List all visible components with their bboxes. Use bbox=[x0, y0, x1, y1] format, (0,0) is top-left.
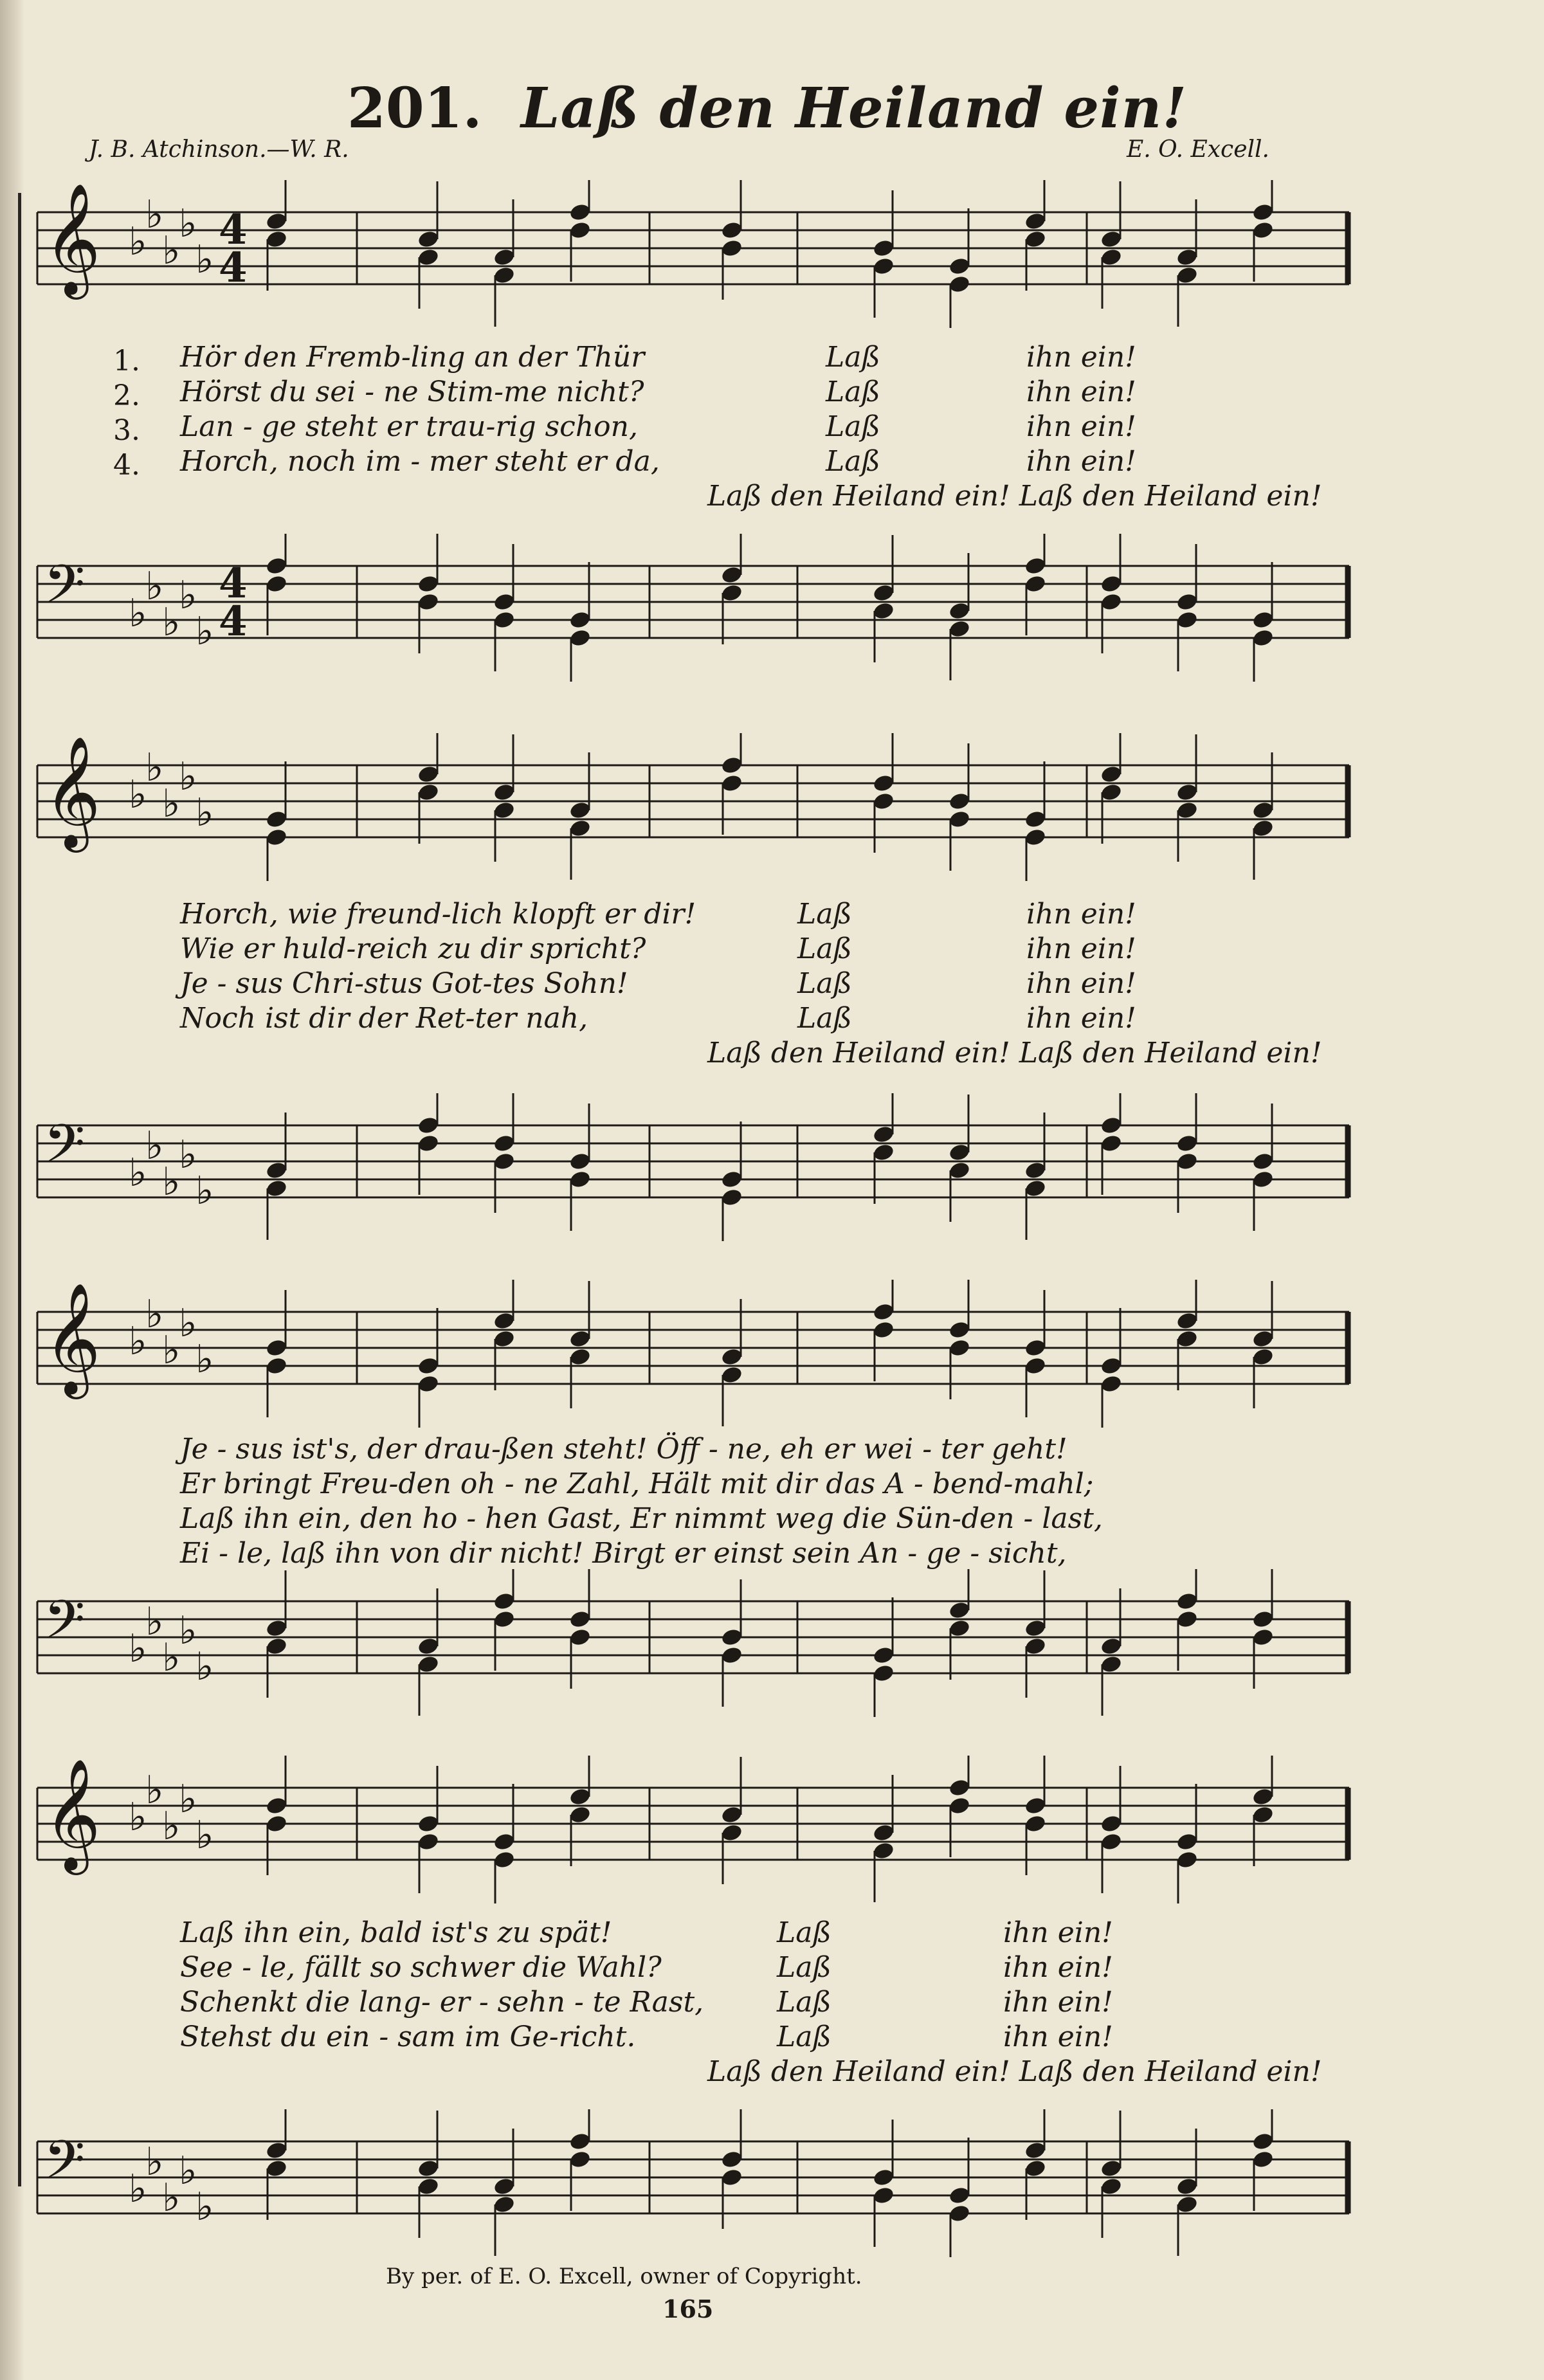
lyric-line: Je - sus Chri-stus Got-tes Sohn! bbox=[180, 967, 628, 1000]
lyric-line: Hör den Fremb-ling an der Thür bbox=[180, 341, 645, 374]
flat-icon: ♭ bbox=[195, 2185, 214, 2230]
flat-icon: ♭ bbox=[195, 609, 214, 654]
flat-icon: ♭ bbox=[195, 237, 214, 282]
flat-icon: ♭ bbox=[129, 591, 147, 636]
bass-clef-icon: 𝄢 bbox=[44, 2128, 86, 2204]
lyric-line: Wie er huld-reich zu dir spricht? bbox=[180, 932, 646, 965]
lyric-line: ihn ein! bbox=[1026, 410, 1136, 443]
flat-icon: ♭ bbox=[129, 1795, 147, 1840]
flat-icon: ♭ bbox=[145, 2139, 164, 2185]
lyric-line: Laß bbox=[797, 1002, 852, 1035]
bass-clef-icon: 𝄢 bbox=[44, 552, 86, 628]
flat-icon: ♭ bbox=[145, 1599, 164, 1644]
refrain-line: Laß den Heiland ein! Laß den Heiland ein! bbox=[707, 480, 1322, 513]
time-signature-top: 4 bbox=[219, 206, 248, 254]
flat-icon: ♭ bbox=[162, 781, 181, 826]
flat-icon: ♭ bbox=[195, 790, 214, 835]
time-signature-bottom: 4 bbox=[219, 243, 248, 292]
lyric-line: Laß ihn ein, bald ist's zu spät! bbox=[180, 1916, 612, 1949]
lyric-line: ihn ein! bbox=[1026, 341, 1136, 374]
treble-clef-icon: 𝄞 bbox=[44, 736, 101, 848]
bass-staff-4 bbox=[0, 2109, 1544, 2257]
time-signature-bottom: 4 bbox=[219, 597, 248, 646]
lyric-line: ihn ein! bbox=[1026, 898, 1136, 931]
flat-icon: ♭ bbox=[162, 1804, 181, 1849]
lyric-line: ihn ein! bbox=[1026, 376, 1136, 408]
flat-icon: ♭ bbox=[195, 1337, 214, 1382]
author-credit: J. B. Atchinson.—W. R. bbox=[89, 136, 349, 163]
treble-staff-4 bbox=[0, 1756, 1544, 1903]
flat-icon: ♭ bbox=[179, 1777, 197, 1822]
treble-clef-icon: 𝄞 bbox=[44, 1758, 101, 1871]
flat-icon: ♭ bbox=[129, 219, 147, 264]
flat-icon: ♭ bbox=[179, 1608, 197, 1653]
flat-icon: ♭ bbox=[129, 1150, 147, 1195]
flat-icon: ♭ bbox=[162, 600, 181, 645]
page-number: 165 bbox=[662, 2294, 714, 2323]
lyric-line: Noch ist dir der Ret-ter nah, bbox=[180, 1002, 588, 1035]
lyric-line: Stehst du ein - sam im Ge-richt. bbox=[180, 2021, 636, 2053]
composer-credit: E. O. Excell. bbox=[1127, 136, 1269, 163]
lyric-line: Je - sus ist's, der drau-ßen steht! Öff - ne, eh er wei - ter geht! bbox=[180, 1433, 1067, 1466]
flat-icon: ♭ bbox=[195, 1168, 214, 1213]
lyric-line: Laß bbox=[777, 2021, 831, 2053]
lyric-line: Laß bbox=[826, 445, 880, 478]
flat-icon: ♭ bbox=[145, 1123, 164, 1168]
treble-staff-1 bbox=[0, 180, 1544, 328]
hymn-title: Laß den Heiland ein! bbox=[521, 76, 1188, 141]
lyric-line: Ei - le, laß ihn von dir nicht! Birgt er einst sein An - ge - sicht, bbox=[180, 1537, 1067, 1570]
lyric-line: See - le, fällt so schwer die Wahl? bbox=[180, 1951, 662, 1984]
time-signature-top: 4 bbox=[219, 559, 248, 608]
flat-icon: ♭ bbox=[129, 1319, 147, 1364]
flat-icon: ♭ bbox=[179, 1301, 197, 1346]
refrain-line: Laß den Heiland ein! Laß den Heiland ein! bbox=[707, 2055, 1322, 2088]
bass-staff-3 bbox=[0, 1569, 1544, 1717]
bass-clef-icon: 𝄢 bbox=[44, 1588, 86, 1664]
lyric-line: ihn ein! bbox=[1003, 2021, 1113, 2053]
flat-icon: ♭ bbox=[179, 2148, 197, 2194]
lyric-line: Laß bbox=[797, 967, 852, 1000]
lyric-line: Horch, wie freund-lich klopft er dir! bbox=[180, 898, 696, 931]
lyric-line: Schenkt die lang- er - sehn - te Rast, bbox=[180, 1986, 704, 2019]
flat-icon: ♭ bbox=[195, 1813, 214, 1858]
flat-icon: ♭ bbox=[162, 1159, 181, 1204]
treble-staff-3 bbox=[0, 1280, 1544, 1428]
flat-icon: ♭ bbox=[145, 745, 164, 790]
flat-icon: ♭ bbox=[162, 2176, 181, 2221]
bass-clef-icon: 𝄢 bbox=[44, 1112, 86, 1188]
lyric-line: Lan - ge steht er trau-rig schon, bbox=[180, 410, 638, 443]
flat-icon: ♭ bbox=[145, 192, 164, 237]
lyric-line: Laß bbox=[777, 1986, 831, 2019]
lyric-line: Laß bbox=[797, 898, 852, 931]
hymn-number: 201. bbox=[347, 76, 482, 141]
lyric-line: Laß ihn ein, den ho - hen Gast, Er nimmt weg die Sün-den - last, bbox=[180, 1502, 1103, 1535]
copyright-footer: By per. of E. O. Excell, owner of Copyright. bbox=[386, 2264, 862, 2289]
flat-icon: ♭ bbox=[162, 1635, 181, 1680]
flat-icon: ♭ bbox=[195, 1644, 214, 1689]
lyric-line: Laß bbox=[826, 341, 880, 374]
flat-icon: ♭ bbox=[129, 2167, 147, 2212]
flat-icon: ♭ bbox=[162, 1328, 181, 1373]
lyric-line: ihn ein! bbox=[1003, 1951, 1113, 1984]
flat-icon: ♭ bbox=[179, 573, 197, 618]
flat-icon: ♭ bbox=[145, 1768, 164, 1813]
verse-number: 3. bbox=[113, 414, 140, 447]
lyric-line: Hörst du sei - ne Stim-me nicht? bbox=[180, 376, 644, 408]
lyric-line: Laß bbox=[777, 1916, 831, 1949]
bass-staff-2 bbox=[0, 1093, 1544, 1241]
flat-icon: ♭ bbox=[129, 1626, 147, 1671]
verse-number: 1. bbox=[113, 345, 140, 377]
flat-icon: ♭ bbox=[162, 228, 181, 273]
verse-number: 4. bbox=[113, 449, 140, 482]
lyric-line: Laß bbox=[797, 932, 852, 965]
bass-staff-1 bbox=[0, 534, 1544, 682]
lyric-line: ihn ein! bbox=[1026, 1002, 1136, 1035]
lyric-line: Laß bbox=[826, 410, 880, 443]
flat-icon: ♭ bbox=[129, 772, 147, 817]
treble-clef-icon: 𝄞 bbox=[44, 1282, 101, 1395]
verse-number: 2. bbox=[113, 379, 140, 412]
lyric-line: ihn ein! bbox=[1003, 1916, 1113, 1949]
lyric-line: Horch, noch im - mer steht er da, bbox=[180, 445, 660, 478]
lyric-line: Er bringt Freu-den oh - ne Zahl, Hält mit dir das A - bend-mahl; bbox=[180, 1467, 1094, 1500]
treble-staff-2 bbox=[0, 733, 1544, 881]
flat-icon: ♭ bbox=[179, 1132, 197, 1177]
flat-icon: ♭ bbox=[179, 754, 197, 799]
flat-icon: ♭ bbox=[145, 564, 164, 609]
lyric-line: Laß bbox=[777, 1951, 831, 1984]
lyric-line: Laß bbox=[826, 376, 880, 408]
flat-icon: ♭ bbox=[179, 201, 197, 246]
lyric-line: ihn ein! bbox=[1026, 932, 1136, 965]
flat-icon: ♭ bbox=[145, 1292, 164, 1337]
treble-clef-icon: 𝄞 bbox=[44, 183, 101, 295]
lyric-line: ihn ein! bbox=[1003, 1986, 1113, 2019]
lyric-line: ihn ein! bbox=[1026, 445, 1136, 478]
refrain-line: Laß den Heiland ein! Laß den Heiland ein! bbox=[707, 1037, 1322, 1069]
lyric-line: ihn ein! bbox=[1026, 967, 1136, 1000]
